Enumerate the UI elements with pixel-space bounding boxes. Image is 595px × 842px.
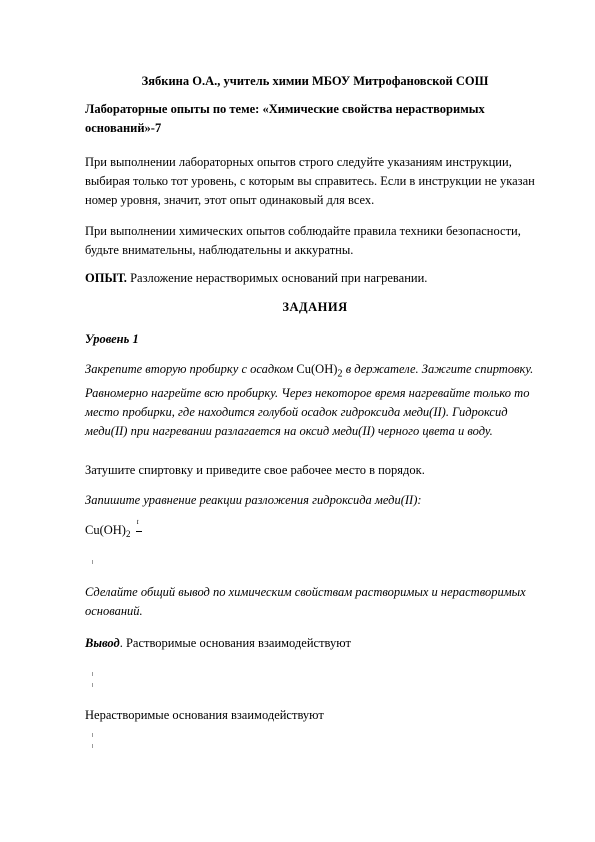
extinguish-instruction: Затушите спиртовку и приведите свое рабочее место в порядок. — [85, 463, 425, 477]
reaction-arrow-icon: t — [134, 525, 144, 537]
conclusion-soluble-text: . Растворимые основания взаимодействуют — [119, 636, 351, 650]
conclusion-label: Вывод — [85, 636, 120, 650]
write-equation-prompt: Запишите уравнение реакции разложения гидроксида меди(II): — [85, 493, 422, 507]
equation-line — [85, 518, 543, 540]
level-heading: Уровень 1 — [85, 332, 139, 346]
topic-heading: Лабораторные опыты по теме: «Химические свойства нерастворимых оснований»-7 — [85, 102, 485, 135]
answer-line-mark — [92, 733, 93, 737]
experiment-label: ОПЫТ. — [85, 271, 127, 285]
answer-line-mark — [92, 744, 93, 748]
answer-line-mark — [92, 683, 93, 687]
task-paragraph — [85, 360, 543, 441]
conclusion-insoluble: Нерастворимые основания взаимодействуют — [85, 708, 324, 722]
instruction-paragraph-2: При выполнении химических опытов соблюдайте правила техники безопасности, будьте внимательны, наблюдательны и аккуратны. — [85, 224, 521, 257]
author-line: Зябкина О.А., учитель химии МБОУ Митрофановской СОШ — [141, 74, 489, 88]
equation-reactant: Cu(OH) — [85, 523, 126, 537]
conclusion-prompt: Сделайте общий вывод по химическим свойствам растворимых и нерастворимых оснований. — [85, 585, 526, 618]
answer-line-mark — [92, 672, 93, 676]
equation-subscript: 2 — [125, 529, 131, 539]
answer-line-mark — [92, 560, 93, 564]
experiment-title: Разложение нерастворимых оснований при нагревании. — [126, 271, 428, 285]
task-formula: $Cu(OH)_2$ — [296, 362, 343, 380]
task-text-part2: в держателе. Зажгите спиртовку. Равномерно нагрейте всю пробирку. Через некоторое время нагревайте только то место пробирки, где находится голубой осадок гидроксида меди(II). Гидроксид меди(II) при нагревании разлагается на оксид меди(II) черного цвета и воду. — [85, 362, 534, 438]
task-text-part1: Закрепите вторую пробирку с осадком — [85, 362, 297, 376]
experiment-heading — [85, 269, 543, 288]
instruction-paragraph-1: При выполнении лабораторных опытов строго следуйте указаниям инструкции, выбирая только тот уровень, с которым вы справитесь. Если в инструкции не указан номер уровня, значит, этот опыт одинаковый для всех. — [85, 155, 535, 207]
tasks-heading: ЗАДАНИЯ — [282, 300, 348, 314]
conclusion-soluble — [85, 634, 543, 653]
